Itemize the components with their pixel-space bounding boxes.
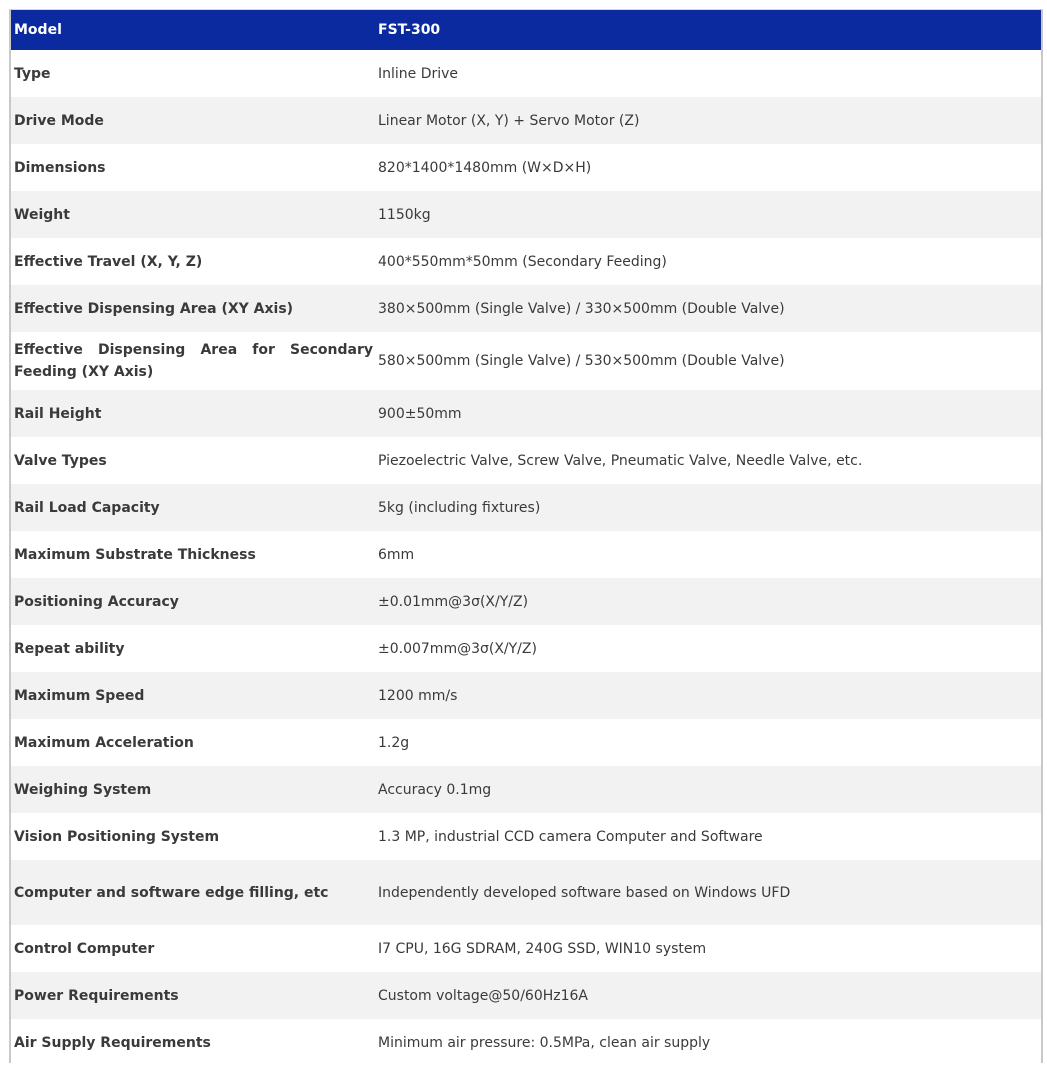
row-key-cell: Computer and software edge filling, etc: [11, 860, 375, 925]
row-key-cell: Valve Types: [11, 437, 375, 484]
row-key-cell: Rail Load Capacity: [11, 484, 375, 531]
table-row: [11, 972, 1041, 1019]
table-row: [11, 578, 1041, 625]
row-value-cell: 580×500mm (Single Valve) / 530×500mm (Double Valve): [375, 332, 1041, 390]
row-value-cell: Independently developed software based on Windows UFD: [375, 860, 1041, 925]
row-key-cell: Rail Height: [11, 390, 375, 437]
row-key-cell: Repeat ability: [11, 625, 375, 672]
row-value-cell: 5kg (including fixtures): [375, 484, 1041, 531]
row-key-cell: [11, 332, 375, 390]
row-key-cell: Type: [11, 50, 375, 97]
row-key-cell: Weight: [11, 191, 375, 238]
row-value-cell: ±0.01mm@3σ(X/Y/Z): [375, 578, 1041, 625]
row-key-cell: Vision Positioning System: [11, 813, 375, 860]
row-value-cell: Minimum air pressure: 0.5MPa, clean air supply: [375, 1019, 1041, 1066]
table-row: [11, 925, 1041, 972]
row-value-cell: 1.3 MP, industrial CCD camera Computer and Software: [375, 813, 1041, 860]
table-row: [11, 860, 1041, 925]
row-value-cell: I7 CPU, 16G SDRAM, 240G SSD, WIN10 system: [375, 925, 1041, 972]
row-value-cell: 900±50mm: [375, 390, 1041, 437]
row-value-cell: Custom voltage@50/60Hz16A: [375, 972, 1041, 1019]
row-value-cell: 400*550mm*50mm (Secondary Feeding): [375, 238, 1041, 285]
row-value-cell: 1150kg: [375, 191, 1041, 238]
table-row: [11, 437, 1041, 484]
table-row: [11, 719, 1041, 766]
row-key-cell: Power Requirements: [11, 972, 375, 1019]
row-key-cell: Dimensions: [11, 144, 375, 191]
row-key-text: Effective Dispensing Area for Secondary Feeding (XY Axis): [14, 342, 373, 380]
row-value-cell: 820*1400*1480mm (W×D×H): [375, 144, 1041, 191]
table-header-row: [11, 10, 1041, 50]
table-row: [11, 1019, 1041, 1066]
spec-table: [11, 10, 1041, 1066]
table-row: [11, 390, 1041, 437]
row-key-cell: Maximum Acceleration: [11, 719, 375, 766]
header-key-cell: Model: [11, 10, 375, 50]
table-row: [11, 484, 1041, 531]
header-value-cell: FST-300: [375, 10, 1041, 50]
row-value-cell: Accuracy 0.1mg: [375, 766, 1041, 813]
row-key-cell: Effective Dispensing Area (XY Axis): [11, 285, 375, 332]
row-key-cell: Drive Mode: [11, 97, 375, 144]
spec-table-container: [9, 9, 1043, 1063]
row-value-cell: 1200 mm/s: [375, 672, 1041, 719]
row-value-cell: Linear Motor (X, Y) + Servo Motor (Z): [375, 97, 1041, 144]
table-row: [11, 144, 1041, 191]
row-key-cell: Effective Travel (X, Y, Z): [11, 238, 375, 285]
row-key-cell: Maximum Speed: [11, 672, 375, 719]
table-row: [11, 50, 1041, 97]
table-row: [11, 238, 1041, 285]
row-key-cell: Maximum Substrate Thickness: [11, 531, 375, 578]
row-key-cell: Control Computer: [11, 925, 375, 972]
table-row: [11, 672, 1041, 719]
row-value-cell: Inline Drive: [375, 50, 1041, 97]
row-key-cell: Air Supply Requirements: [11, 1019, 375, 1066]
row-value-cell: 6mm: [375, 531, 1041, 578]
row-value-cell: ±0.007mm@3σ(X/Y/Z): [375, 625, 1041, 672]
table-row: [11, 97, 1041, 144]
table-row: [11, 191, 1041, 238]
row-value-cell: Piezoelectric Valve, Screw Valve, Pneumatic Valve, Needle Valve, etc.: [375, 437, 1041, 484]
table-row: [11, 766, 1041, 813]
row-key-cell: Weighing System: [11, 766, 375, 813]
row-key-cell: Positioning Accuracy: [11, 578, 375, 625]
row-value-cell: 1.2g: [375, 719, 1041, 766]
table-row: [11, 285, 1041, 332]
row-value-cell: 380×500mm (Single Valve) / 330×500mm (Double Valve): [375, 285, 1041, 332]
table-row: [11, 625, 1041, 672]
table-row: [11, 813, 1041, 860]
table-row: [11, 531, 1041, 578]
table-row: [11, 332, 1041, 390]
